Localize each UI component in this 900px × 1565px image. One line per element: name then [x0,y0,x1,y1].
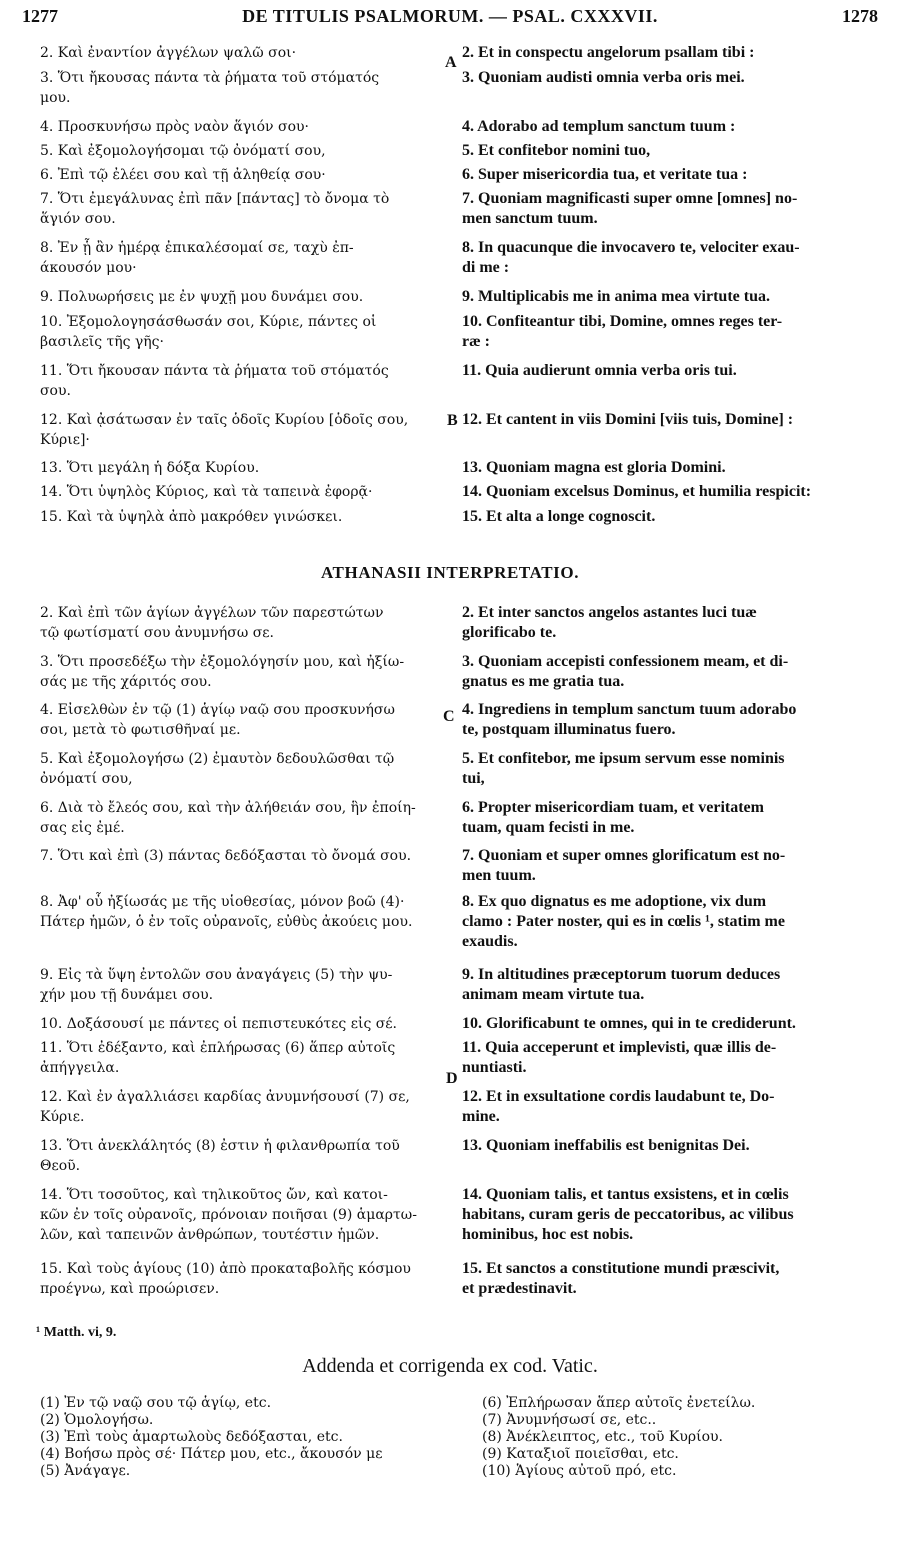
verse-line: 7. Quoniam et super omnes glorificatum est no- [462,847,786,864]
part2-greek-verse-4 [40,700,445,740]
part1-greek-verse-13 [40,458,445,478]
verse-line: 12. Καὶ ἐν ἀγαλλιάσει καρδίας ἀνυμνήσουσί (7) σε, [40,1089,410,1105]
verse-line: 12. Καὶ ᾀσάτωσαν ἐν ταῖς ὁδοῖς Κυρίου [ὁδοῖς σου, [40,412,409,428]
part1-latin-verse-14 [462,482,880,502]
verse-line: 14. Quoniam excelsus Dominus, et humilia respicit: [462,483,812,500]
part2-latin-verse-10 [462,1014,880,1034]
part1-latin-verse-4 [462,117,880,137]
verse-line: et prædestinavit. [462,1280,577,1297]
part2-greek-verse-9 [40,965,445,1005]
addenda-item: (6) Ἐπλήρωσαν ἅπερ αὐτοῖς ἐνετείλω. [482,1395,756,1411]
addenda-item: (4) Βοήσω πρὸς σέ· Πάτερ μου, etc., ἄκουσόν με [40,1446,383,1462]
verse-line: 7. Ὅτι καὶ ἐπὶ (3) πάντας δεδόξασται τὸ ὄνομά σου. [40,848,412,864]
part1-latin-verse-2 [462,43,880,63]
page-header [22,6,878,32]
verse-line: 6. Super misericordia tua, et veritate tua : [462,166,748,183]
addenda-title: Addenda et corrigenda ex cod. Vatic. [302,1355,598,1377]
verse-line: 4. Ingrediens in templum sanctum tuum adorabo [462,701,797,718]
part2-latin-verse-14 [462,1185,880,1245]
verse-line: 9. In altitudines præceptorum tuorum deduces [462,966,781,983]
verse-line: 4. Adorabo ad templum sanctum tuum : [462,118,736,135]
verse-line: 5. Et confitebor, me ipsum servum esse nominis [462,750,785,767]
verse-line: tuam, quam fecisti in me. [462,819,635,836]
part2-latin-verse-3 [462,652,880,692]
verse-line: κῶν ἐν τοῖς οὐρανοῖς, πρόνοιαν ποιῆσαι (9) ἁμαρτω- [40,1207,417,1223]
margin-letter-b: B [447,412,458,429]
verse-line: άκουσόν μου· [40,260,137,276]
addenda-item: (2) Ὁμολογήσω. [40,1412,154,1428]
verse-line: 8. Ἐν ᾗ ἂν ἡμέρᾳ ἐπικαλέσομαί σε, ταχὺ ἐπ- [40,240,354,256]
part1-latin-verse-15 [462,507,880,527]
part2-greek-verse-3 [40,652,445,692]
verse-line: animam meam virtute tua. [462,986,645,1003]
verse-line: 2. Et in conspectu angelorum psallam tibi : [462,44,755,61]
verse-line: Κύριε]· [40,432,90,448]
verse-line: λῶν, καὶ ταπεινῶν ἀνθρώπων, τουτέστιν ἡμῶν. [40,1227,380,1243]
part1-greek-verse-7 [40,189,445,229]
verse-line: Κύριε. [40,1109,85,1125]
verse-line: Πάτερ ἡμῶν, ὁ ἐν τοῖς οὐρανοῖς, εὐθὺς ἀκούεις μου. [40,914,413,930]
part2-greek-verse-14 [40,1185,445,1245]
part1-latin-verse-3 [462,68,880,88]
part2-greek-verse-5 [40,749,445,789]
addenda-item: (5) Ἀνάγαγε. [40,1463,131,1479]
verse-line: 10. Glorificabunt te omnes, qui in te crediderunt. [462,1015,796,1032]
part2-latin-verse-13 [462,1136,880,1156]
part2-latin-verse-11 [462,1038,880,1078]
verse-line: gnatus es me gratia tua. [462,673,625,690]
left-page-number: 1277 [22,6,58,26]
verse-line: tui, [462,770,485,787]
part1-greek-verse-4 [40,117,445,137]
verse-line: di me : [462,259,510,276]
verse-line: 11. Quia acceperunt et implevisti, quæ illis de- [462,1039,777,1056]
verse-line: 3. Ὅτι προσεδέξω τὴν ἐξομολόγησίν μου, καὶ ἠξίω- [40,654,405,670]
part2-greek-verse-6 [40,798,445,838]
verse-line: ἅγιόν σου. [40,211,116,227]
margin-letter-d: D [446,1070,458,1087]
part1-latin-verse-13 [462,458,880,478]
running-title: DE TITULIS PSALMORUM. — PSAL. CXXXVII. [242,6,658,26]
margin-letter-a: A [445,54,457,71]
verse-line: Θεοῦ. [40,1158,81,1174]
part1-greek-verse-11 [40,361,445,401]
part1-greek-verse-5 [40,141,445,161]
part1-latin-verse-10 [462,312,880,352]
verse-line: 8. Ex quo dignatus es me adoptione, vix dum [462,893,767,910]
part2-latin-verse-6 [462,798,880,838]
part2-latin-verse-12 [462,1087,880,1127]
part2-greek-verse-7 [40,846,445,866]
verse-line: ὀνόματί σου, [40,771,133,787]
verse-line: 15. Et alta a longe cognoscit. [462,508,656,525]
part2-latin-verse-7 [462,846,880,886]
addenda-item: (10) Ἁγίους αὐτοῦ πρό, etc. [482,1463,677,1479]
verse-line: βασιλεῖς τῆς γῆς· [40,334,164,350]
verse-line: 10. Ἐξομολογησάσθωσάν σοι, Κύριε, πάντες οἱ [40,314,377,330]
addenda-item: (3) Ἐπὶ τοὺς ἁμαρτωλοὺς δεδόξασται, etc. [40,1429,343,1445]
part2-latin-verse-9 [462,965,880,1005]
part2-greek-verse-8 [40,892,445,932]
part1-greek-verse-2 [40,43,445,63]
verse-line: te, postquam illuminatus fuero. [462,721,676,738]
verse-line: 3. Quoniam accepisti confessionem meam, et di- [462,653,789,670]
part2-latin-verse-4 [462,700,880,740]
verse-line: 15. Et sanctos a constitutione mundi præscivit, [462,1260,780,1277]
verse-line: 13. Ὅτι ἀνεκλάλητός (8) ἐστιν ἡ φιλανθρωπία τοῦ [40,1138,400,1154]
verse-line: 9. Multiplicabis me in anima mea virtute tua. [462,288,770,305]
addenda-item: (8) Ἀνέκλειπτος, etc., τοῦ Κυρίου. [482,1429,723,1445]
verse-line: nuntiasti. [462,1059,527,1076]
part2-greek-verse-10 [40,1014,445,1034]
verse-line: 3. Ὅτι ἤκουσας πάντα τὰ ῥήματα τοῦ στόματός [40,70,380,86]
part1-greek-verse-14 [40,482,445,502]
verse-line: 12. Et cantent in viis Domini [viis tuis, Domine] : [462,411,794,428]
addenda-item: (1) Ἐν τῷ ναῷ σου τῷ ἁγίῳ, etc. [40,1395,272,1411]
verse-line: 7. Quoniam magnificasti super omne [omnes] no- [462,190,798,207]
addenda-left-list [40,1395,383,1480]
verse-line: 6. Ἐπὶ τῷ ἐλέει σου καὶ τῇ ἀληθείᾳ σου· [40,167,326,183]
part2-latin-verse-5 [462,749,880,789]
verse-line: 6. Διὰ τὸ ἔλεός σου, καὶ τὴν ἀλήθειάν σου, ἣν ἐποίη- [40,800,416,816]
part2-latin-verse-2 [462,603,880,643]
verse-line: 14. Ὅτι ὑψηλὸς Κύριος, καὶ τὰ ταπεινὰ ἐφορᾷ· [40,484,373,500]
verse-line: 2. Καὶ ἐπὶ τῶν ἁγίων ἀγγέλων τῶν παρεστώτων [40,605,384,621]
verse-line: ἀπήγγειλα. [40,1060,120,1076]
verse-line: τῷ φωτίσματί σου ἀνυμνήσω σε. [40,625,274,641]
part1-latin-verse-8 [462,238,880,278]
verse-line: 11. Ὅτι ἤκουσαν πάντα τὰ ῥήματα τοῦ στόματός [40,363,389,379]
part1-greek-verse-12 [40,410,445,450]
verse-line: 13. Quoniam ineffabilis est benignitas Dei. [462,1137,750,1154]
verse-line: 13. Quoniam magna est gloria Domini. [462,459,726,476]
part2-latin-verse-8 [462,892,880,952]
verse-line: exaudis. [462,933,518,950]
verse-line: 11. Quia audierunt omnia verba oris tui. [462,362,737,379]
part1-greek-verse-6 [40,165,445,185]
right-page-number: 1278 [842,6,878,26]
verse-line: 5. Καὶ ἐξομολογήσομαι τῷ ὀνόματί σου, [40,143,326,159]
part1-greek-verse-9 [40,287,445,307]
verse-line: 3. Quoniam audisti omnia verba oris mei. [462,69,745,86]
margin-letter-c: C [443,708,455,725]
verse-line: mine. [462,1108,500,1125]
verse-line: 5. Καὶ ἐξομολογήσω (2) ἐμαυτὸν δεδουλῶσθαι τῷ [40,751,395,767]
verse-line: 2. Et inter sanctos angelos astantes luci tuæ [462,604,757,621]
verse-line: 15. Καὶ τοὺς ἁγίους (10) ἀπὸ προκαταβολῆς κόσμου [40,1261,411,1277]
verse-line: 13. Ὅτι μεγάλη ἡ δόξα Κυρίου. [40,460,260,476]
part2-greek-verse-11 [40,1038,445,1078]
part2-greek-verse-2 [40,603,445,643]
verse-line: 14. Quoniam talis, et tantus exsistens, et in cœlis [462,1186,789,1203]
addenda-right-list [482,1395,755,1480]
verse-line: 8. In quacunque die invocavero te, velociter exau- [462,239,800,256]
footnote: ¹ Matth. vi, 9. [36,1325,117,1340]
part1-latin-verse-6 [462,165,880,185]
verse-line: 9. Πολυωρήσεις με ἐν ψυχῇ μου δυνάμει σου. [40,289,364,305]
verse-line: 5. Et confitebor nomini tuo, [462,142,651,159]
verse-line: 15. Καὶ τὰ ὑψηλὰ ἀπὸ μακρόθεν γινώσκει. [40,509,343,525]
part1-latin-verse-9 [462,287,880,307]
verse-line: 4. Εἰσελθὼν ἐν τῷ (1) ἁγίῳ ναῷ σου προσκυνήσω [40,702,395,718]
verse-line: 10. Confiteantur tibi, Domine, omnes reges ter- [462,313,783,330]
verse-line: 12. Et in exsultatione cordis laudabunt te, Do- [462,1088,775,1105]
verse-line: σοι, μετὰ τὸ φωτισθῆναί με. [40,722,241,738]
part1-greek-verse-10 [40,312,445,352]
part1-latin-verse-5 [462,141,880,161]
verse-line: 14. Ὅτι τοσοῦτος, καὶ τηλικοῦτος ὤν, καὶ κατοι- [40,1187,388,1203]
verse-line: σάς με τῆς χάριτός σου. [40,674,212,690]
part1-greek-verse-3 [40,68,445,108]
verse-line: 10. Δοξάσουσί με πάντες οἱ πεπιστευκότες εἰς σέ. [40,1016,398,1032]
verse-line: 8. Ἀφ' οὗ ἠξίωσάς με τῆς υἱοθεσίας, μόνον βοῶ (4)· [40,894,405,910]
verse-line: men sanctum tuum. [462,210,598,227]
part2-greek-verse-15 [40,1259,445,1299]
verse-line: habitans, curam geris de peccatoribus, ac vilibus [462,1206,794,1223]
verse-line: σας εἰς ἐμέ. [40,820,125,836]
verse-line: χήν μου τῇ δυνάμει σου. [40,987,214,1003]
verse-line: 11. Ὅτι ἐδέξαντο, καὶ ἐπλήρωσας (6) ἅπερ αὐτοῖς [40,1040,396,1056]
addenda-item: (9) Καταξιοῖ ποιεῖσθαι, etc. [482,1446,679,1462]
part1-greek-verse-15 [40,507,445,527]
verse-line: μου. [40,90,71,106]
verse-line: 9. Εἰς τὰ ὕψη ἐντολῶν σου ἀναγάγεις (5) τὴν ψυ- [40,967,393,983]
verse-line: 7. Ὅτι ἐμεγάλυνας ἐπὶ πᾶν [πάντας] τὸ ὄνομα τὸ [40,191,390,207]
verse-line: hominibus, hoc est nobis. [462,1226,634,1243]
verse-line: clamo : Pater noster, qui es in cœlis ¹, statim me [462,913,785,930]
part1-greek-verse-8 [40,238,445,278]
verse-line: 4. Προσκυνήσω πρὸς ναὸν ἅγιόν σου· [40,119,309,135]
addenda-item: (7) Ἀνυμνήσωσί σε, etc.. [482,1412,657,1428]
part1-latin-verse-12 [462,410,880,430]
part2-latin-verse-15 [462,1259,880,1299]
verse-line: men tuum. [462,867,536,884]
verse-line: σου. [40,383,71,399]
verse-line: 6. Propter misericordiam tuam, et veritatem [462,799,764,816]
verse-line: glorificabo te. [462,624,557,641]
part1-latin-verse-11 [462,361,880,381]
verse-line: ræ : [462,333,490,350]
verse-line: προέγνω, καὶ προώρισεν. [40,1281,220,1297]
part2-greek-verse-12 [40,1087,445,1127]
part1-latin-verse-7 [462,189,880,229]
part2-greek-verse-13 [40,1136,445,1176]
section-title: ATHANASII INTERPRETATIO. [320,563,580,582]
verse-line: 2. Καὶ ἐναντίον ἀγγέλων ψαλῶ σοι· [40,45,297,61]
